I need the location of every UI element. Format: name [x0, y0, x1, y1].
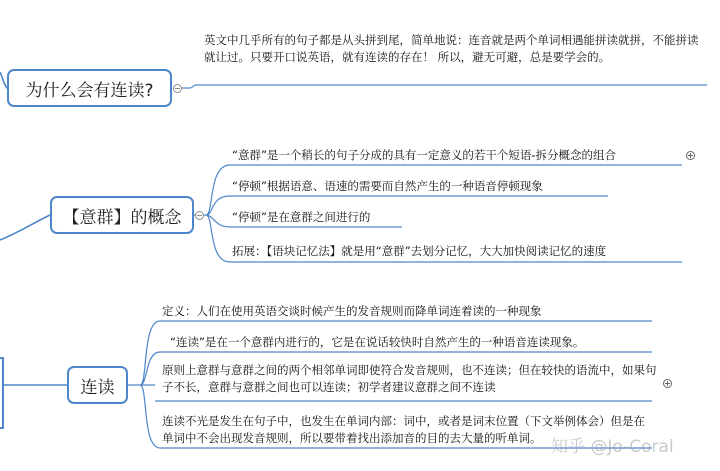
topic-sense-group-concept[interactable]: [50, 196, 194, 234]
collapse-toggle-icon[interactable]: [173, 84, 182, 93]
topic-liaison[interactable]: [67, 366, 128, 404]
sense-group-item-4: 拓展：【语块记忆法】就是用“意群”去划分记忆，大大加快阅读记忆的速度: [232, 244, 607, 258]
sense-group-item-2: “停顿”根据语意、语速的需要而自然产生的一种语音停顿现象: [232, 179, 543, 193]
topic-why-liaison-text: 英文中几乎所有的句子都是从头拼到尾，简单地说：连音就是两个单词相遇能拼读就拼，不能拼读就让过。只要开口说英语，就有连读的存在！ 所以，避无可避，总是要学会的。: [204, 33, 699, 64]
liaison-item-2: “连读”是在一个意群内进行的，它是在说话较快时自然产生的一种语音连读现象。: [170, 335, 585, 349]
liaison-item-3: 原则上意群与意群之间的两个相邻单词即使符合发音规则，也不连读；但在较快的语流中，如果句子不长，意群与意群之间也可以连读；初学者建议意群之间不连读: [162, 363, 657, 394]
branch-line-2: [0, 215, 50, 240]
root-node-edge: [0, 358, 3, 428]
sense-group-item-3: “停顿”是在意群之间进行的: [232, 210, 371, 224]
liaison-item-4: 连读不光是发生在句子中，也发生在单词内部：词中，或者是词末位置（下文举例体会）但是在单词中不会出现发音规则，所以要带着找出添加音的目的去大量的听单词。: [162, 414, 645, 445]
expand-toggle-icon[interactable]: [686, 151, 695, 160]
sense-group-item-1: “意群”是一个稍长的句子分成的具有一定意义的若干个短语-拆分概念的组合: [232, 148, 617, 162]
topic-liaison-label: 连读: [80, 377, 115, 398]
topic-why-liaison[interactable]: [7, 69, 172, 107]
expand-toggle-icon[interactable]: [663, 379, 672, 388]
collapse-toggle-icon[interactable]: [195, 211, 204, 220]
liaison-item-1: 定义：人们在使用英语交谈时候产生的发音规则而降单词连着读的一种现象: [162, 304, 542, 318]
topic-why-liaison-label: 为什么会有连读?: [25, 80, 154, 101]
topic-sense-group-label: 【意群】的概念: [62, 207, 182, 228]
watermark: 知乎 @Jo-Coral: [551, 437, 674, 457]
section1-connector: [182, 85, 707, 88]
